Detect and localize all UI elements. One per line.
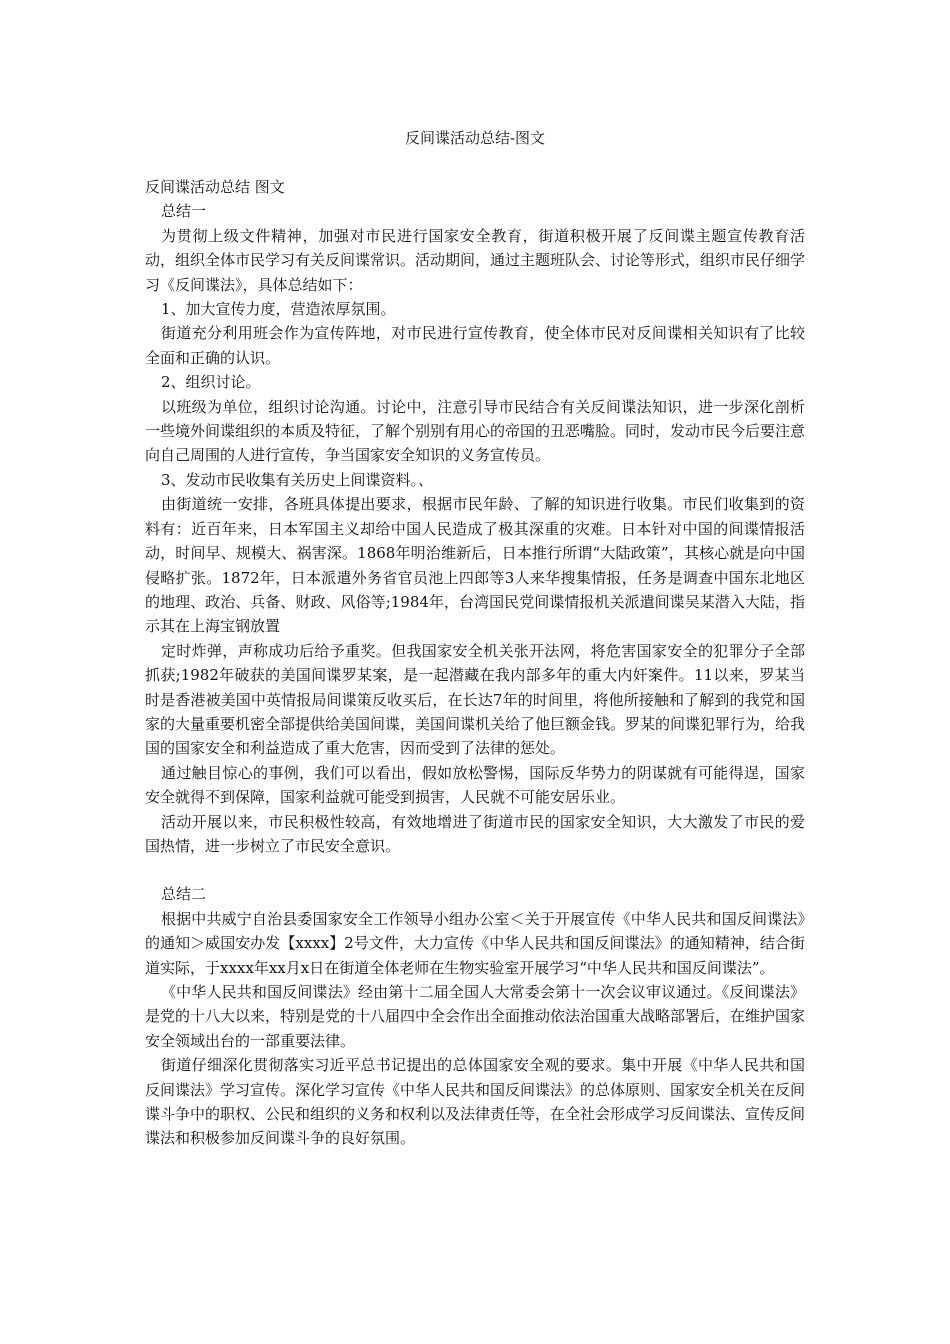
paragraph: 以班级为单位，组织讨论沟通。讨论中，注意引导市民结合有关反间谍法知识，进一步深化剖析一些境外间谍组织的本质及特征，了解个别别有用心的帝国的丑恶嘴脸。同时，发动市民今后要注意向自己周围的人进行宣传，争当国家安全知识的义务宣传员。 xyxy=(145,397,806,465)
list-item-heading: 3、发动市民收集有关历史上间谍资料。、 xyxy=(161,470,434,489)
paragraph: 通过触目惊心的事例，我们可以看出，假如放松警惕，国际反华势力的阴谋就有可能得逞，国家安全就得不到保障，国家利益就可能受到损害，人民就不可能安居乐业。 xyxy=(145,763,805,807)
list-item-heading: 1、加大宣传力度，营造浓厚氛围。 xyxy=(161,300,396,319)
paragraph: 活动开展以来，市民积极性较高，有效地增进了街道市民的国家安全知识，大大激发了市民的爱国热情，进一步树立了市民安全意识。 xyxy=(145,812,805,855)
section-spacer xyxy=(145,858,805,882)
paragraph: 根据中共威宁自治县委国家安全工作领导小组办公室＜关于开展宣传《中华人民共和国反间谍法》的通知＞威国安办发【xxxx】2号文件，大力宣传《中华人民共和国反间谍法》的通知精神，结合街道实际，于xxxx年xx月x日在街道全体老师在生物实验室开展学习“中华人民共和国反间谍法”。 xyxy=(145,909,805,977)
paragraph: 为贯彻上级文件精神，加强对市民进行国家安全教育，街道积极开展了反间谍主题宣传教育活动，组织全体市民学习有关反间谍常识。活动期间，通过主题班队会、讨论等形式，组织市民仔细学习《反间谍法》，具体总结如下： xyxy=(145,226,806,294)
list-item-heading: 2、组织讨论。 xyxy=(161,373,261,392)
document-title: 反间谍活动总结-图文 xyxy=(404,129,546,147)
paragraph: 《中华人民共和国反间谍法》经由第十二届全国人大常委会第十一次会议审议通过。《反间谍法》是党的十八大以来，特别是党的十八届四中全会作出全面推动依法治国重大战略部署后，在维护国家安全领域出台的一部重要法律。 xyxy=(145,983,806,1050)
paragraph: 定时炸弹，声称成功后给予重奖。但我国家安全机关张开法网，将危害国家安全的犯罪分子全部抓获;1982年破获的美国间谍罗某案，是一起潜藏在我内部多年的重大内奸案件。11以来，罗某当时是香港被美国中英情报局间谍策反收买后，在长达7年的时间里，将他所接触和了解到的我党和国家的大量重要机密全部提供给美国间谍，美国间谍机关给了他巨额金钱。罗某的间谍犯罪行为，给我国的国家安全和利益造成了重大危害，因而受到了法律的惩处。 xyxy=(145,641,806,758)
paragraph: 街道仔细深化贯彻落实习近平总书记提出的总体国家安全观的要求。集中开展《中华人民共和国反间谍法》学习宣传。深化学习宣传《中华人民共和国反间谍法》的总体原则、国家安全机关在反间谍斗争中的职权、公民和组织的义务和权利以及法律责任等，在全社会形成学习反间谍法、宣传反间谍法和积极参加反间谍斗争的良好氛围。 xyxy=(145,1056,806,1148)
section-heading-2: 总结二 xyxy=(161,885,207,904)
document-subtitle: 反间谍活动总结 图文 xyxy=(145,178,285,196)
paragraph: 由街道统一安排，各班具体提出要求，根据市民年龄、了解的知识进行收集。市民们收集到的资料有：近百年来，日本军国主义却给中国人民造成了极其深重的灾难。日本针对中国的间谍情报活动，时间早、规模大、祸害深。1868年明治维新后，日本推行所谓“大陆政策”，其核心就是向中国侵略扩张。1872年，日本派遣外务省官员池上四郎等3人来华搜集情报，任务是调查中国东北地区的地理、政治、兵备、财政、风俗等;1984年，台湾国民党间谍情报机关派遣间谍吴某潜入大陆，指示其在上海宝钢放置 xyxy=(145,495,805,636)
document-body xyxy=(145,175,805,1151)
section-heading-1: 总结一 xyxy=(161,202,207,221)
paragraph: 街道充分利用班会作为宣传阵地，对市民进行宣传教育，使全体市民对反间谍相关知识有了比较全面和正确的认识。 xyxy=(145,324,805,367)
